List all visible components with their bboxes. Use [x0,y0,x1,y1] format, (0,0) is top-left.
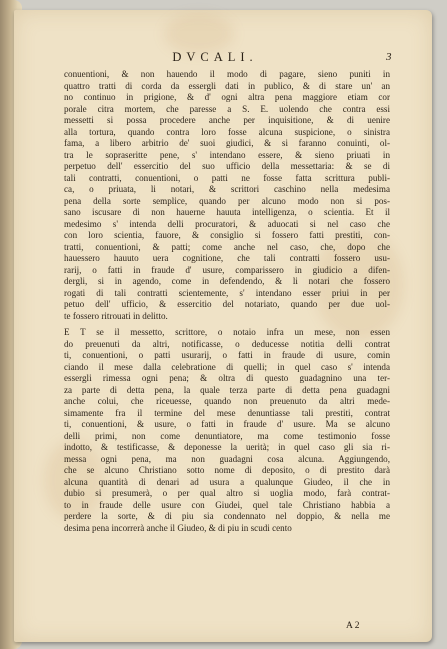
paragraph-1 [64,69,390,322]
text-line: fama, a libero arbitrio de' suoi giudici, & si faranno conuinti, ol- [64,138,390,148]
paragraph-2 [64,327,390,534]
text-line: rarij, o fatti in fraude d' usure, comparissero in giudicio a difen- [64,264,390,275]
text-line: hauessero hauuto uera cognitione, che tali contratti fossero usu- [64,253,390,263]
text-line: che se alcuno Christiano sotto nome di deposito, o di prestito darà [64,465,390,475]
text-line: alla tortura, quando contra loro fosse alcuna suspicione, o sinistra [64,126,390,137]
text-line: medesimo s' intenda delli procuratori, & aduocati si nel caso che [64,218,390,229]
text-line: tratti, conuentioni, & patti; come anche nel caso, che, dopo che [64,241,390,252]
page-number: 3 [386,51,392,63]
body-text [64,69,390,534]
text-line: alcuna quantità di denari ad usura a qualunque Giudeo, il che in [64,476,390,487]
text-line: con loro scientia, fauore, & consiglio si fossero fatti prestiti, con- [64,230,390,240]
text-line: quattro tratti di corda da essergli dati in publico, & di stare un' an [64,80,390,91]
text-line: to in fraude delle usure con Giudei, quel tale Christiano habbia a [64,499,390,510]
text-line: petuo dell' ufficio, & essercitio del notariato, quando per due uol- [64,299,390,309]
text-line: dubio si presumerà, o per qual altro si uoglia modo, farà contrat- [64,488,390,498]
text-line: simamente fra il termine del mese denuntiasse tali prestiti, contrat [64,407,390,418]
text-line: conuentioni, & non hauendo il modo di pagare, sieno puniti in [64,69,390,79]
text-line: do preuenuti da altri, notificasse, o deducesse notitia delli contrat [64,338,390,349]
signature-mark: A 2 [346,621,360,631]
text-line: ti, conuentioni, & usure, o fatti in fraude d' usure. Ma se alcuno [64,419,390,429]
text-line: te fossero ritrouati in delitto. [64,310,168,321]
text-line: ciando il mese dalla celebratione di quelli; in quel caso s' intenda [64,361,390,372]
running-header-title: DVCALI. [172,50,258,64]
text-line: messetti si possa procedere anche per inquisitione, & di uenire [64,115,390,125]
text-line: messa ogni pena, ma non guadagni cosa alcuna. Aggiungendo, [64,453,390,464]
text-line: pena della sorte semplice, quando per alcuno modo non si pos- [64,195,390,206]
text-line: desima pena incorrerà anche il Giudeo, & di piu in scudi cento [64,522,292,533]
text-line: perdere la sorte, & di piu sia condennato nel doppio, & nella me [64,511,390,521]
text-line: E T se il messetto, scrittore, o notaio infra un mese, non essen [64,327,390,337]
text-line: essergli rimessa ogni pena; & oltra di questo guadagnino una ter- [64,373,390,383]
paper-stain [164,14,234,54]
text-line: za parte di detta pena, la quale terza parte di detta pena guadagni [64,384,390,395]
text-line: ti, conuentioni, o patti usurarij, o fatti in fraude di usure, comin [64,350,390,360]
text-line: perpetuo dell' essercitio del suo ufficio della messettaria: & se di [64,161,390,171]
text-line: porale citra mortem, che paresse a S. E. uolendo che contra essi [64,103,390,114]
text-line: indotto, & testificasse, & deponesse la uerità; in quel caso gli sia ri- [64,442,390,452]
text-line: tali contratti, conuentioni, o patti ne fosse fatta scrittura publi- [64,172,390,183]
text-line: tra le sopraseritte pene, s' intendano essere, & sieno priuati in [64,149,390,160]
text-line: no continuo in prigione, & d' ogni altra pena maggiore etiam cor [64,92,390,102]
text-line: rogati di tali contratti scientemente, s' intendano esser priui in per [64,287,390,298]
text-line: delli primi, non come denuntiatore, ma come testimonio fosse [64,430,390,441]
text-line: dergli, si in agendo, come in defendendo, & li notari che fossero [64,276,390,286]
text-line: ca, o priuata, li notari, & scrittori caschino nella medesima [64,184,390,194]
text-line: anche colui, che riceuesse, quando non preuenuto da altri mede- [64,396,390,406]
text-line: sano iscusare di non hauerne hauuta intelligenza, o scientia. Et il [64,207,390,217]
